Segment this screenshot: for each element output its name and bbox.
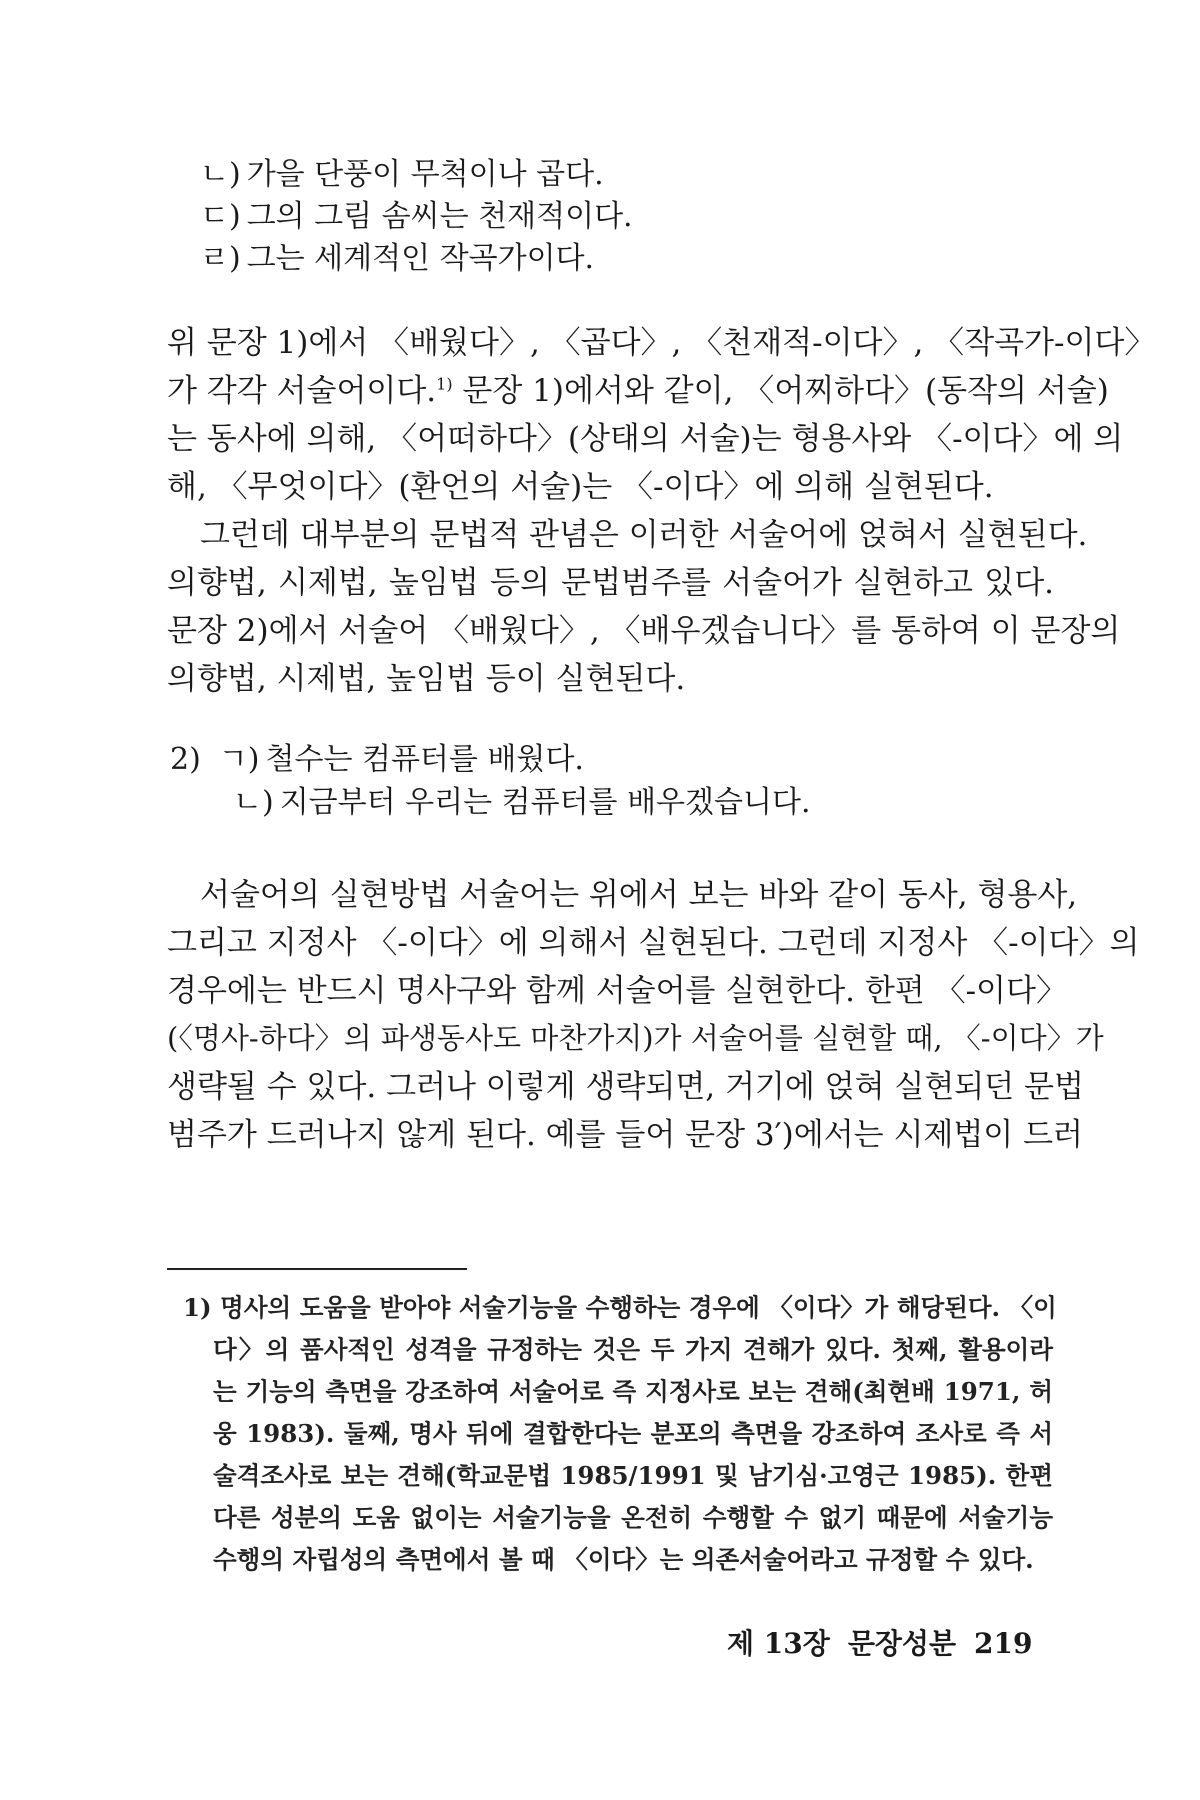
paragraph-3-line-2: 그리고 지정사 〈-이다〉에 의해서 실현된다. 그런데 지정사 〈-이다〉의 <box>167 925 1140 961</box>
example-1-d: ㄷ) 그의 그림 솜씨는 천재적이다. <box>200 199 633 234</box>
running-footer <box>727 1622 1032 1662</box>
paragraph-2-line-1: 그런데 대부분의 문법적 관념은 이러한 서술어에 얹혀서 실현된다. <box>200 517 1088 553</box>
footnote-line-4: 웅 1983). 둘째, 명사 뒤에 결합한다는 분포의 측면을 강조하여 조사로 즉 서 <box>213 1419 1053 1448</box>
chapter-label: 제 13장 <box>727 1627 830 1660</box>
footnote-line-3: 는 기능의 측면을 강조하여 서술어로 즉 지정사로 보는 견해(최현배 1971, 허 <box>213 1377 1053 1406</box>
paragraph-3-line-3: 경우에는 반드시 명사구와 함께 서술어를 실현한다. 한편 〈-이다〉 <box>167 973 1067 1009</box>
example-1-r: ㄹ) 그는 세계적인 작곡가이다. <box>200 241 595 276</box>
example-2-g: 2) ㄱ) 철수는 컴퓨터를 배웠다. <box>170 742 584 777</box>
paragraph-1-line-2: 가 각각 서술어이다.$^{1)}$ 문장 1)에서와 같이, 〈어찌하다〉(동작의 서술) <box>167 373 1109 409</box>
footnote-line-7: 수행의 자립성의 측면에서 볼 때 〈이다〉는 의존서술어라고 규정할 수 있다. <box>213 1545 1034 1574</box>
paragraph-2-line-4: 의향법, 시제법, 높임법 등이 실현된다. <box>167 661 686 697</box>
footnote-line-6: 다른 성분의 도움 없이는 서술기능을 온전히 수행할 수 없기 때문에 서술기능 <box>213 1503 1053 1532</box>
footnote-ref-1[interactable]: 1) <box>436 374 453 394</box>
footnote-line-5: 술격조사로 보는 견해(학교문법 1985/1991 및 남기심·고영근 1985). 한편 <box>213 1461 1053 1490</box>
paragraph-1-line-4: 해, 〈무엇이다〉(환언의 서술)는 〈-이다〉에 의해 실현된다. <box>167 469 994 505</box>
paragraph-2-line-3: 문장 2)에서 서술어 〈배웠다〉, 〈배우겠습니다〉를 통하여 이 문장의 <box>167 613 1121 649</box>
paragraph-1-line-1: 위 문장 1)에서 〈배웠다〉, 〈곱다〉, 〈천재적-이다〉, 〈작곡가-이다〉 <box>167 325 1156 361</box>
page-number: 219 <box>974 1627 1033 1660</box>
example-2-n: ㄴ) 지금부터 우리는 컴퓨터를 배우겠습니다. <box>233 785 811 820</box>
paragraph-3-line-6: 범주가 드러나지 않게 된다. 예를 들어 문장 3′)에서는 시제법이 드러 <box>167 1117 1083 1153</box>
paragraph-3-line-4: (〈명사-하다〉의 파생동사도 마찬가지)가 서술어를 실현할 때, 〈-이다〉가 <box>167 1021 1104 1055</box>
paragraph-3-line-5: 생략될 수 있다. 그러나 이렇게 생략되면, 거기에 얹혀 실현되던 문법 <box>167 1069 1084 1105</box>
paragraph-2-line-2: 의향법, 시제법, 높임법 등의 문법범주를 서술어가 실현하고 있다. <box>167 565 1054 601</box>
chapter-title: 문장성분 <box>847 1627 957 1660</box>
footnote-line-2: 다〉의 품사적인 성격을 규정하는 것은 두 가지 견해가 있다. 첫째, 활용이라 <box>213 1335 1053 1364</box>
example-1-n: ㄴ) 가을 단풍이 무척이나 곱다. <box>200 157 604 192</box>
footnote-line-1: 1) 명사의 도움을 받아야 서술기능을 수행하는 경우에 〈이다〉가 해당된다. 〈이 <box>183 1293 1057 1322</box>
paragraph-3-line-1: 서술어의 실현방법 서술어는 위에서 보는 바와 같이 동사, 형용사, <box>200 877 1078 913</box>
footnote-divider <box>167 1268 467 1270</box>
paragraph-1-line-3: 는 동사에 의해, 〈어떠하다〉(상태의 서술)는 형용사와 〈-이다〉에 의 <box>167 421 1124 457</box>
